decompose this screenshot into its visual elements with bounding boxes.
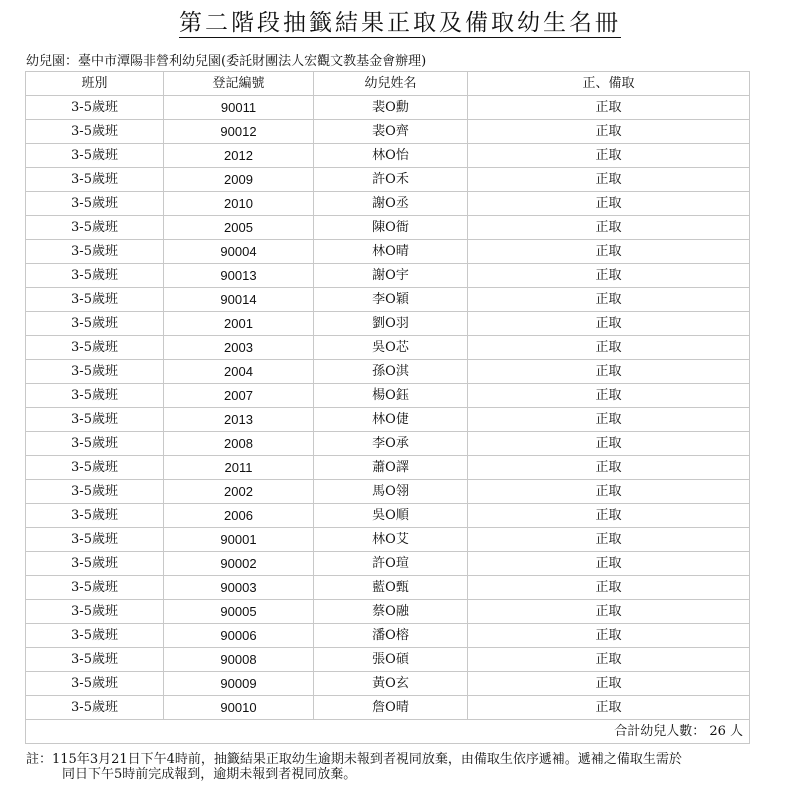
child-name-cell: 蔡O融 (314, 600, 468, 624)
registration-number-cell: 2008 (164, 432, 314, 456)
table-row (26, 528, 750, 552)
table-row (26, 264, 750, 288)
registration-number-cell: 90002 (164, 552, 314, 576)
registration-number-cell: 90003 (164, 576, 314, 600)
school-info: 幼兒園：臺中市潭陽非營利幼兒園(委託財團法人宏觀文教基金會辦理) (26, 54, 427, 69)
child-name-cell: 裴O齊 (314, 120, 468, 144)
status-cell: 正取 (468, 552, 750, 576)
status-cell: 正取 (468, 600, 750, 624)
status-cell: 正取 (468, 144, 750, 168)
table-row (26, 384, 750, 408)
child-name-cell: 孫O淇 (314, 360, 468, 384)
class-cell: 3-5歲班 (26, 576, 164, 600)
document-title-text: 第二階段抽籤結果正取及備取幼生名冊 (179, 10, 621, 36)
child-name-cell: 許O瑄 (314, 552, 468, 576)
document-title (0, 4, 800, 37)
registration-number-cell: 90013 (164, 264, 314, 288)
child-name-cell: 林O怡 (314, 144, 468, 168)
table-row (26, 552, 750, 576)
child-name-cell: 馬O翎 (314, 480, 468, 504)
registration-number-cell: 2010 (164, 192, 314, 216)
child-name-cell: 陳O衙 (314, 216, 468, 240)
class-cell: 3-5歲班 (26, 552, 164, 576)
registration-number-cell: 90005 (164, 600, 314, 624)
registration-number-cell: 2011 (164, 456, 314, 480)
class-cell: 3-5歲班 (26, 504, 164, 528)
table-row (26, 216, 750, 240)
status-cell: 正取 (468, 240, 750, 264)
table-row (26, 360, 750, 384)
child-name-cell: 楊O鈺 (314, 384, 468, 408)
class-cell: 3-5歲班 (26, 696, 164, 720)
table-row (26, 312, 750, 336)
class-cell: 3-5歲班 (26, 672, 164, 696)
status-cell: 正取 (468, 120, 750, 144)
status-cell: 正取 (468, 624, 750, 648)
table-body (26, 96, 750, 720)
status-cell: 正取 (468, 672, 750, 696)
table-row (26, 576, 750, 600)
table-row (26, 96, 750, 120)
status-cell: 正取 (468, 96, 750, 120)
table-row (26, 120, 750, 144)
table-row (26, 408, 750, 432)
enrollment-table (25, 71, 750, 744)
child-name-cell: 蕭O譯 (314, 456, 468, 480)
child-name-cell: 謝O丞 (314, 192, 468, 216)
child-name-cell: 吳O順 (314, 504, 468, 528)
registration-number-cell: 2006 (164, 504, 314, 528)
child-name-cell: 林O艾 (314, 528, 468, 552)
total-count: 合計幼兒人數： 26 人 (26, 720, 750, 744)
child-name-cell: 黃O玄 (314, 672, 468, 696)
child-name-cell: 裴O勳 (314, 96, 468, 120)
child-name-cell: 藍O甄 (314, 576, 468, 600)
status-cell: 正取 (468, 264, 750, 288)
registration-number-cell: 2012 (164, 144, 314, 168)
status-cell: 正取 (468, 192, 750, 216)
registration-number-cell: 90004 (164, 240, 314, 264)
table-row (26, 696, 750, 720)
status-cell: 正取 (468, 312, 750, 336)
status-cell: 正取 (468, 504, 750, 528)
status-cell: 正取 (468, 336, 750, 360)
table-header-row (26, 72, 750, 96)
status-cell: 正取 (468, 384, 750, 408)
registration-number-cell: 2007 (164, 384, 314, 408)
registration-number-cell: 90014 (164, 288, 314, 312)
status-cell: 正取 (468, 432, 750, 456)
registration-number-cell: 2009 (164, 168, 314, 192)
footnote (26, 752, 766, 782)
footnote-line-2: 同日下午5時前完成報到，逾期未報到者視同放棄。 (62, 767, 357, 782)
class-cell: 3-5歲班 (26, 96, 164, 120)
footnote-line-1: 註：115年3月21日下午4時前，抽籤結果正取幼生逾期未報到者視同放棄，由備取生依序遞補。遞補之備取生需於 (26, 752, 682, 767)
class-cell: 3-5歲班 (26, 336, 164, 360)
child-name-cell: 吳O芯 (314, 336, 468, 360)
class-cell: 3-5歲班 (26, 648, 164, 672)
class-cell: 3-5歲班 (26, 264, 164, 288)
class-cell: 3-5歲班 (26, 216, 164, 240)
class-cell: 3-5歲班 (26, 288, 164, 312)
class-cell: 3-5歲班 (26, 624, 164, 648)
registration-number-cell: 2002 (164, 480, 314, 504)
registration-number-cell: 2005 (164, 216, 314, 240)
registration-number-cell: 90011 (164, 96, 314, 120)
table-row (26, 336, 750, 360)
class-cell: 3-5歲班 (26, 432, 164, 456)
header-admission-status: 正、備取 (468, 72, 750, 96)
status-cell: 正取 (468, 456, 750, 480)
header-child-name: 幼兒姓名 (314, 72, 468, 96)
table-row (26, 672, 750, 696)
child-name-cell: 張O碩 (314, 648, 468, 672)
child-name-cell: 李O穎 (314, 288, 468, 312)
class-cell: 3-5歲班 (26, 312, 164, 336)
child-name-cell: 林O晴 (314, 240, 468, 264)
status-cell: 正取 (468, 408, 750, 432)
status-cell: 正取 (468, 168, 750, 192)
table-row (26, 168, 750, 192)
registration-number-cell: 90012 (164, 120, 314, 144)
child-name-cell: 潘O榕 (314, 624, 468, 648)
registration-number-cell: 90009 (164, 672, 314, 696)
class-cell: 3-5歲班 (26, 408, 164, 432)
status-cell: 正取 (468, 360, 750, 384)
registration-number-cell: 90010 (164, 696, 314, 720)
class-cell: 3-5歲班 (26, 240, 164, 264)
status-cell: 正取 (468, 648, 750, 672)
status-cell: 正取 (468, 696, 750, 720)
status-cell: 正取 (468, 288, 750, 312)
status-cell: 正取 (468, 576, 750, 600)
class-cell: 3-5歲班 (26, 456, 164, 480)
child-name-cell: 劉O羽 (314, 312, 468, 336)
class-cell: 3-5歲班 (26, 144, 164, 168)
status-cell: 正取 (468, 528, 750, 552)
registration-number-cell: 90001 (164, 528, 314, 552)
table-row (26, 480, 750, 504)
header-registration-number: 登記編號 (164, 72, 314, 96)
class-cell: 3-5歲班 (26, 168, 164, 192)
registration-number-cell: 90006 (164, 624, 314, 648)
class-cell: 3-5歲班 (26, 528, 164, 552)
child-name-cell: 李O承 (314, 432, 468, 456)
class-cell: 3-5歲班 (26, 480, 164, 504)
table-row (26, 600, 750, 624)
registration-number-cell: 90008 (164, 648, 314, 672)
registration-number-cell: 2013 (164, 408, 314, 432)
child-name-cell: 林O倢 (314, 408, 468, 432)
registration-number-cell: 2003 (164, 336, 314, 360)
class-cell: 3-5歲班 (26, 120, 164, 144)
total-row (26, 720, 750, 744)
child-name-cell: 詹O晴 (314, 696, 468, 720)
table-row (26, 144, 750, 168)
class-cell: 3-5歲班 (26, 360, 164, 384)
header-class: 班別 (26, 72, 164, 96)
table-row (26, 288, 750, 312)
registration-number-cell: 2004 (164, 360, 314, 384)
table-row (26, 240, 750, 264)
class-cell: 3-5歲班 (26, 192, 164, 216)
child-name-cell: 許O禾 (314, 168, 468, 192)
class-cell: 3-5歲班 (26, 600, 164, 624)
status-cell: 正取 (468, 480, 750, 504)
child-name-cell: 謝O宇 (314, 264, 468, 288)
table-row (26, 456, 750, 480)
registration-number-cell: 2001 (164, 312, 314, 336)
class-cell: 3-5歲班 (26, 384, 164, 408)
status-cell: 正取 (468, 216, 750, 240)
table-row (26, 192, 750, 216)
table-row (26, 648, 750, 672)
table-row (26, 624, 750, 648)
table-row (26, 432, 750, 456)
table-row (26, 504, 750, 528)
